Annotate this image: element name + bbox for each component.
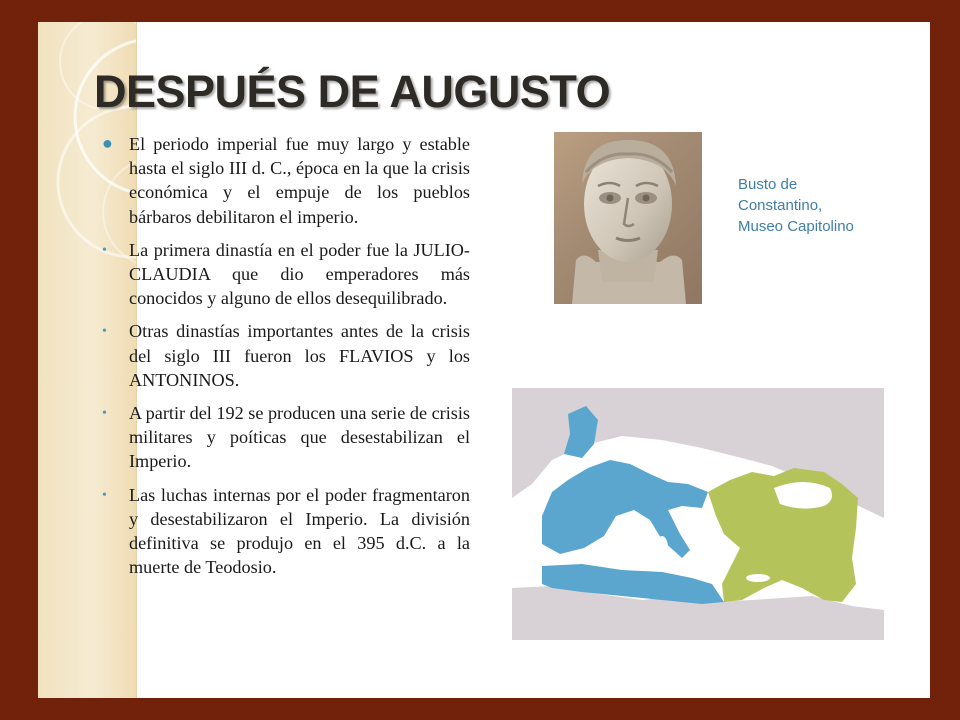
bullet-item <box>100 238 470 311</box>
bullet-item <box>100 319 470 392</box>
bullet-text: La primera dinastía en el poder fue la JULIO-CLAUDIA que dio emperadores más conocidos y alguno de ellos desequilibrado. <box>129 239 470 309</box>
bullet-text: Otras dinastías importantes antes de la crisis del siglo III fueron los FLAVIOS y los ANTONINOS. <box>129 321 470 390</box>
constantine-bust-image <box>554 132 702 304</box>
roman-empire-division-map <box>512 388 884 640</box>
bullet-list <box>100 132 470 588</box>
slide-title: DESPUÉS DE AUGUSTO <box>94 66 611 117</box>
bullet-text: A partir del 192 se producen una serie de crisis militares y poíticas que desestabilizan el Imperio. <box>129 403 470 472</box>
caption-line: Busto de <box>738 176 798 193</box>
caption-line: Museo Capitolino <box>738 218 854 235</box>
round-bullet-icon: • <box>102 242 107 258</box>
round-bullet-icon: • <box>102 406 107 422</box>
slide <box>38 22 930 698</box>
round-bullet-icon: • <box>102 487 107 503</box>
bullet-item <box>100 483 470 580</box>
round-bullet-icon: • <box>102 324 107 340</box>
image-caption <box>738 174 918 237</box>
bullet-item <box>100 132 470 229</box>
caption-line: Constantino, <box>738 197 823 214</box>
bullet-text: El periodo imperial fue muy largo y estable hasta el siglo III d. C., época en la que la crisis económica y el empuje de los pueblos bárbaros debilitaron el imperio. <box>129 134 470 227</box>
bullet-text: Las luchas internas por el poder fragmentaron y desestabilizaron el Imperio. La división definitiva se produjo en el 395 d.C. a la muerte de Teodosio. <box>129 484 470 578</box>
bullet-item <box>100 401 470 474</box>
round-bullet-icon: ● <box>102 133 113 153</box>
